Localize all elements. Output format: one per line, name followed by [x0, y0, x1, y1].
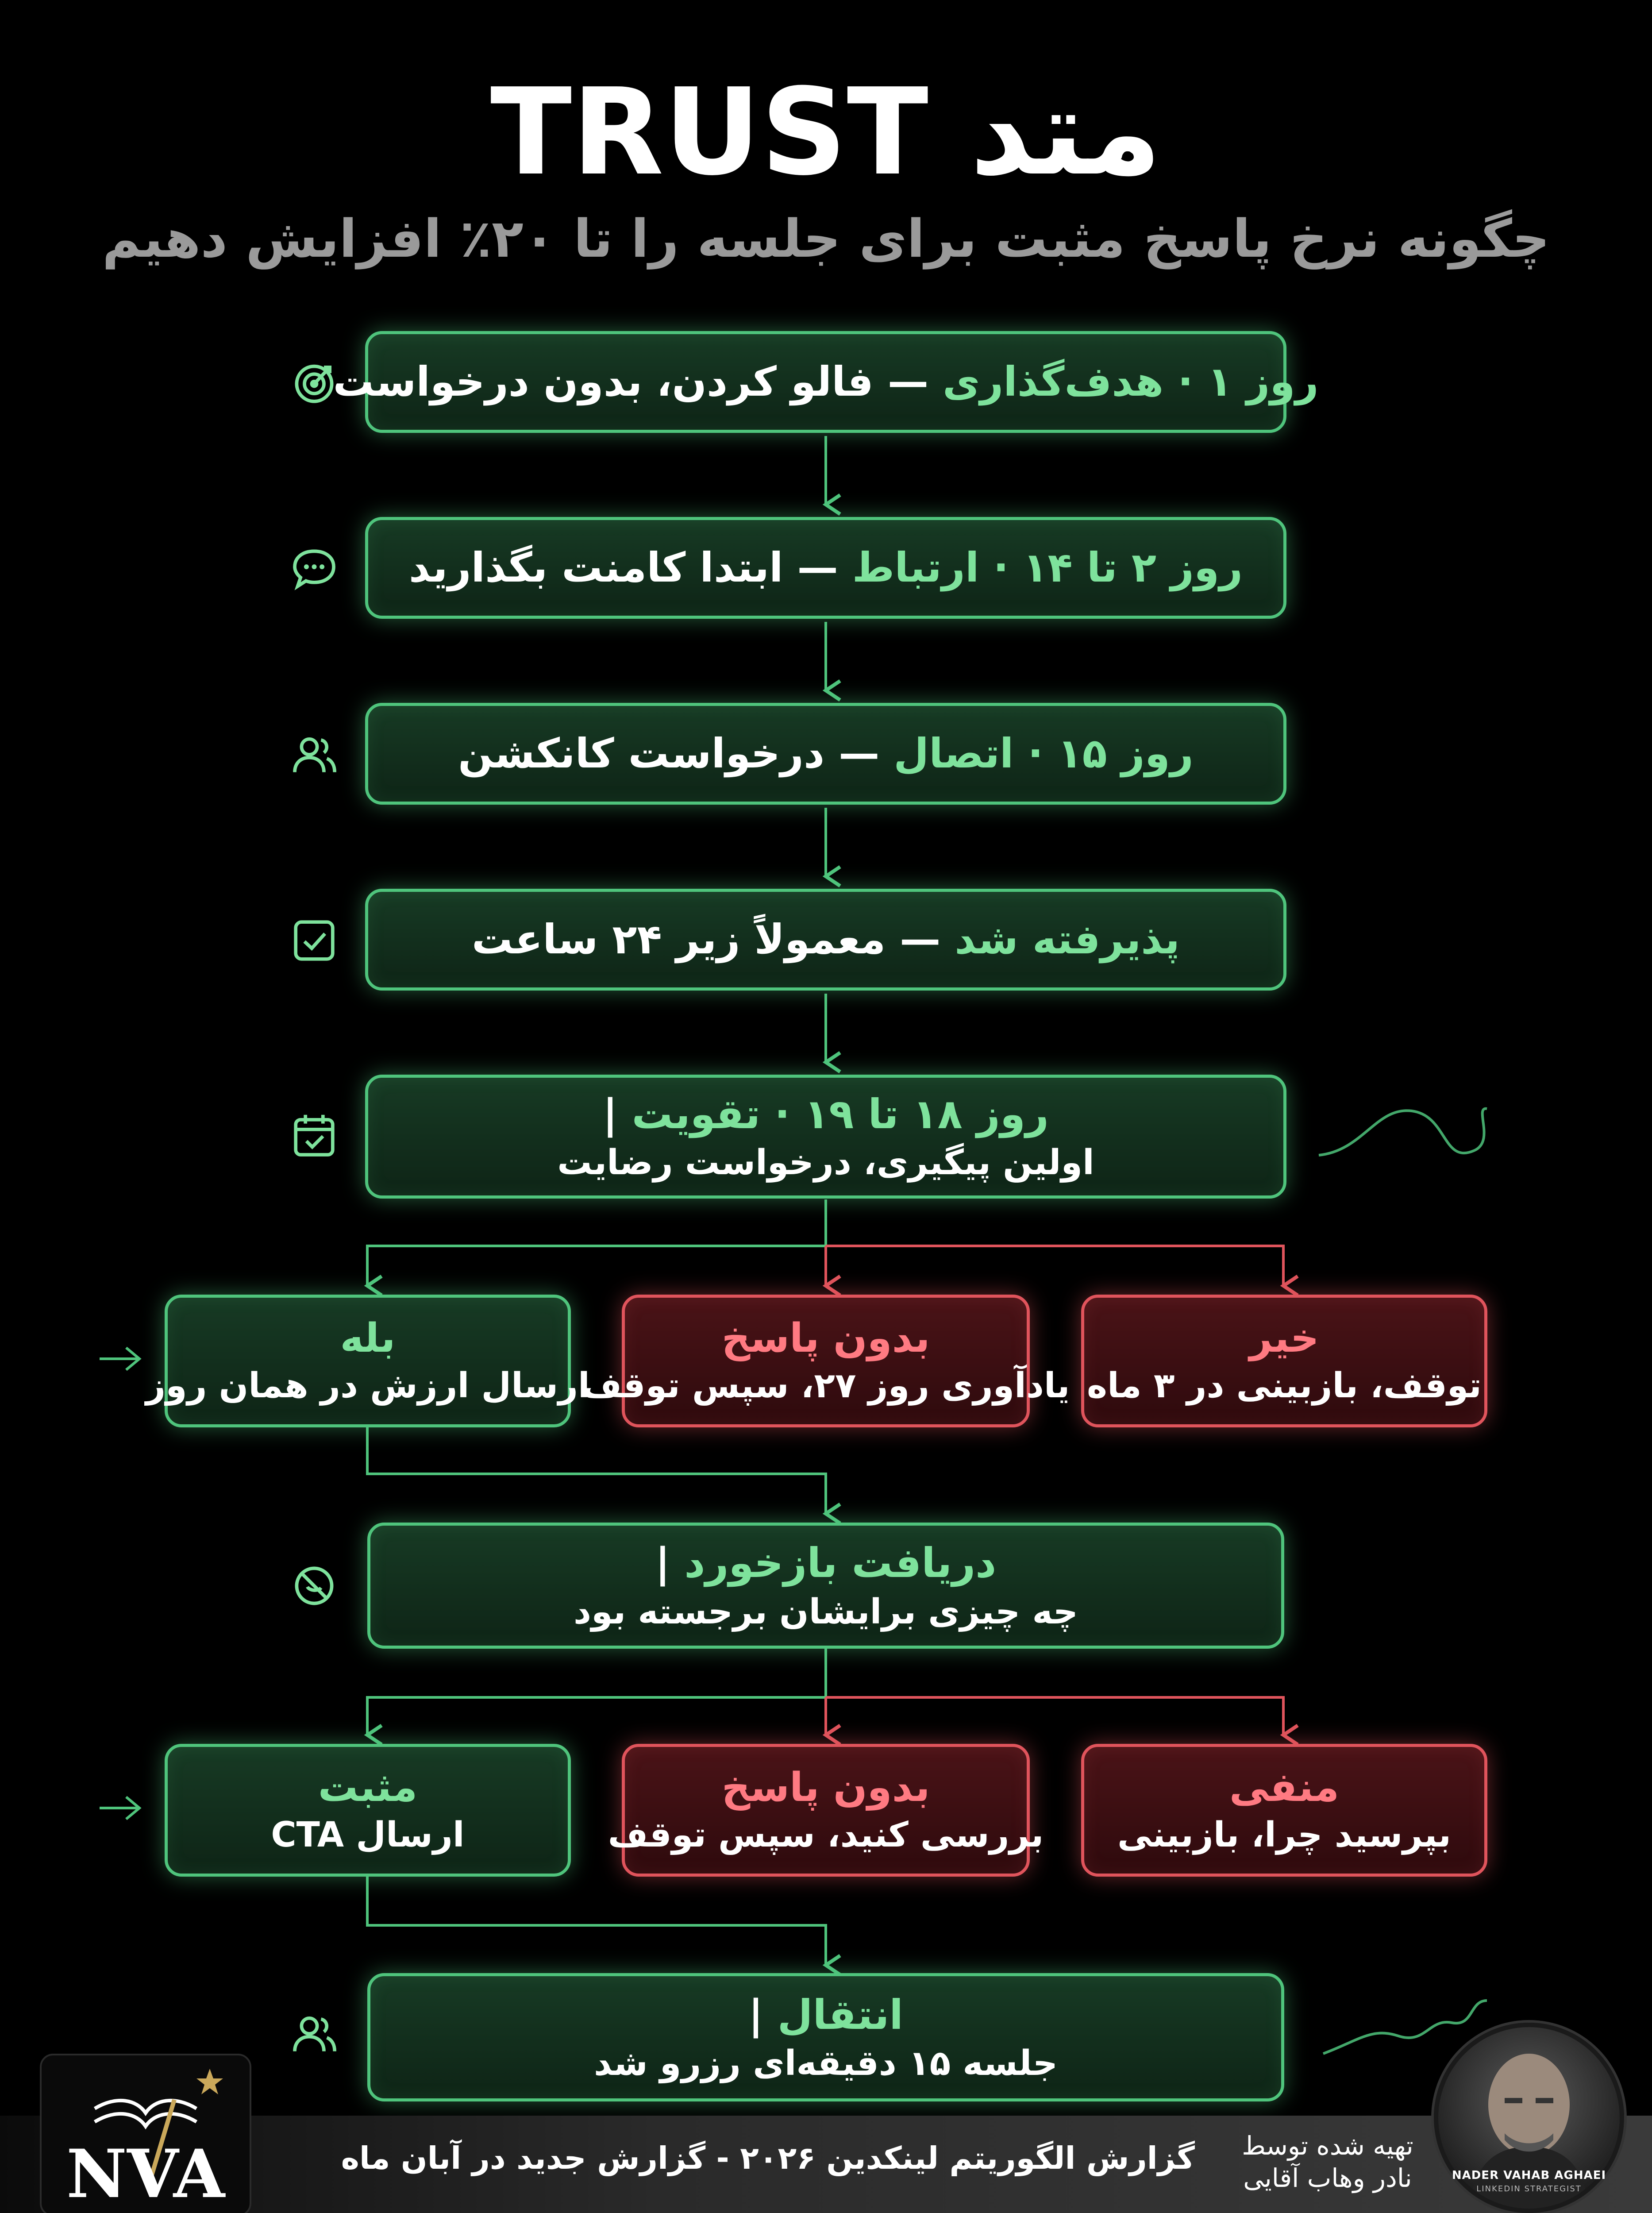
branch-no-reply-2 [608, 1744, 1044, 1877]
branch-positive [165, 1744, 571, 1877]
step-box-accepted [365, 889, 1286, 991]
avatar-role: LINKEDIN STRATEGIST [1476, 2184, 1582, 2194]
step-highlight: انتقال [777, 1991, 903, 2039]
page-title: متد TRUST [490, 62, 1162, 202]
users-icon [290, 2009, 339, 2058]
step-box-day15 [365, 703, 1286, 805]
branch-subtext: توقف، بازبینی در ۳ ماه [1087, 1365, 1482, 1406]
step-subtext: اولین پیگیری، درخواست رضایت [557, 1143, 1094, 1183]
connector-arrow [367, 1246, 826, 1286]
target-icon [290, 359, 339, 407]
connector-arrow [367, 1697, 826, 1735]
step-separator: | [748, 1991, 778, 2039]
branch-subtext: ارسال CTA [271, 1815, 465, 1855]
step-highlight: روز ۱۸ تا ۱۹ · تقویت [632, 1090, 1049, 1138]
feedback-icon [290, 1561, 339, 1610]
footer-report-title: گزارش الگوریتم لینکدین ۲۰۲۶ - گزارش جدید در آبان ماه [341, 2140, 1195, 2176]
branch-no-reply [581, 1295, 1070, 1427]
logo-text: NVA [66, 2135, 225, 2213]
step-box-day1 [333, 331, 1319, 433]
branch-no [1081, 1295, 1487, 1427]
step-separator: | [603, 1090, 632, 1138]
check-icon [290, 916, 339, 965]
step-box-transfer [367, 1973, 1284, 2101]
branch-subtext: یادآوری روز ۲۷، سپس توقف [581, 1365, 1070, 1406]
branch-title: بله [340, 1315, 396, 1362]
step-highlight: روز ۱۵ · اتصال [893, 730, 1194, 778]
connector-arrow [367, 1877, 826, 1965]
step-text: — ابتدا کامنت بگذارید [408, 544, 852, 592]
step-highlight: روز ۲ تا ۱۴ · ارتباط [852, 544, 1243, 592]
branch-subtext: بررسی کنید، سپس توقف [608, 1815, 1044, 1855]
avatar-name: NADER VAHAB AGHAEI [1452, 2169, 1606, 2182]
branch-negative [1081, 1744, 1487, 1877]
step-text: — فالو کردن، بدون درخواست [333, 358, 943, 406]
footer-credit [1217, 2130, 1438, 2194]
credit-label: تهیه شده توسط [1242, 2131, 1413, 2161]
chat-icon [290, 544, 339, 593]
branch-title: بدون پاسخ [721, 1315, 930, 1362]
branch-title: بدون پاسخ [721, 1764, 930, 1811]
step-highlight: پذیرفته شد [955, 916, 1180, 964]
branch-subtext: ارسال ارزش در همان روز [146, 1365, 590, 1406]
branch-title: خیر [1249, 1315, 1319, 1362]
step-subtext: چه چیزی برایشان برجسته بود [573, 1592, 1078, 1632]
nva-logo [40, 2054, 251, 2213]
credit-author: نادر وهاب آقایی [1243, 2163, 1412, 2193]
branch-title: مثبت [318, 1764, 418, 1811]
step-text: — معمولاً زیر ۲۴ ساعت [472, 916, 955, 964]
step-highlight: دریافت بازخورد [684, 1539, 997, 1587]
users-icon [290, 730, 339, 779]
step-highlight: روز ۱ · هدف‌گذاری [942, 358, 1319, 406]
wave-decoration [1319, 1109, 1487, 1155]
connector-arrow [367, 1425, 826, 1514]
step-box-feedback [367, 1523, 1284, 1649]
connector-arrow-red [826, 1246, 1283, 1286]
branch-yes [146, 1295, 590, 1427]
step-box-day2-14 [365, 517, 1286, 619]
connector-arrow-red [826, 1697, 1283, 1735]
step-text: — درخواست کانکشن [458, 730, 894, 778]
logo-graphic [42, 2055, 250, 2213]
branch-title: منفی [1229, 1764, 1340, 1811]
step-box-day18-19 [365, 1075, 1286, 1199]
step-subtext: جلسه ۱۵ دقیقه‌ای رزرو شد [593, 2043, 1058, 2084]
page-subtitle: چگونه نرخ پاسخ مثبت برای جلسه را تا ۲۰٪ افزایش دهیم [102, 208, 1550, 269]
wave-decoration [1323, 2001, 1487, 2054]
step-separator: | [655, 1539, 685, 1587]
calendar-icon [290, 1111, 339, 1160]
branch-subtext: بپرسید چرا، بازبینی [1117, 1815, 1452, 1855]
